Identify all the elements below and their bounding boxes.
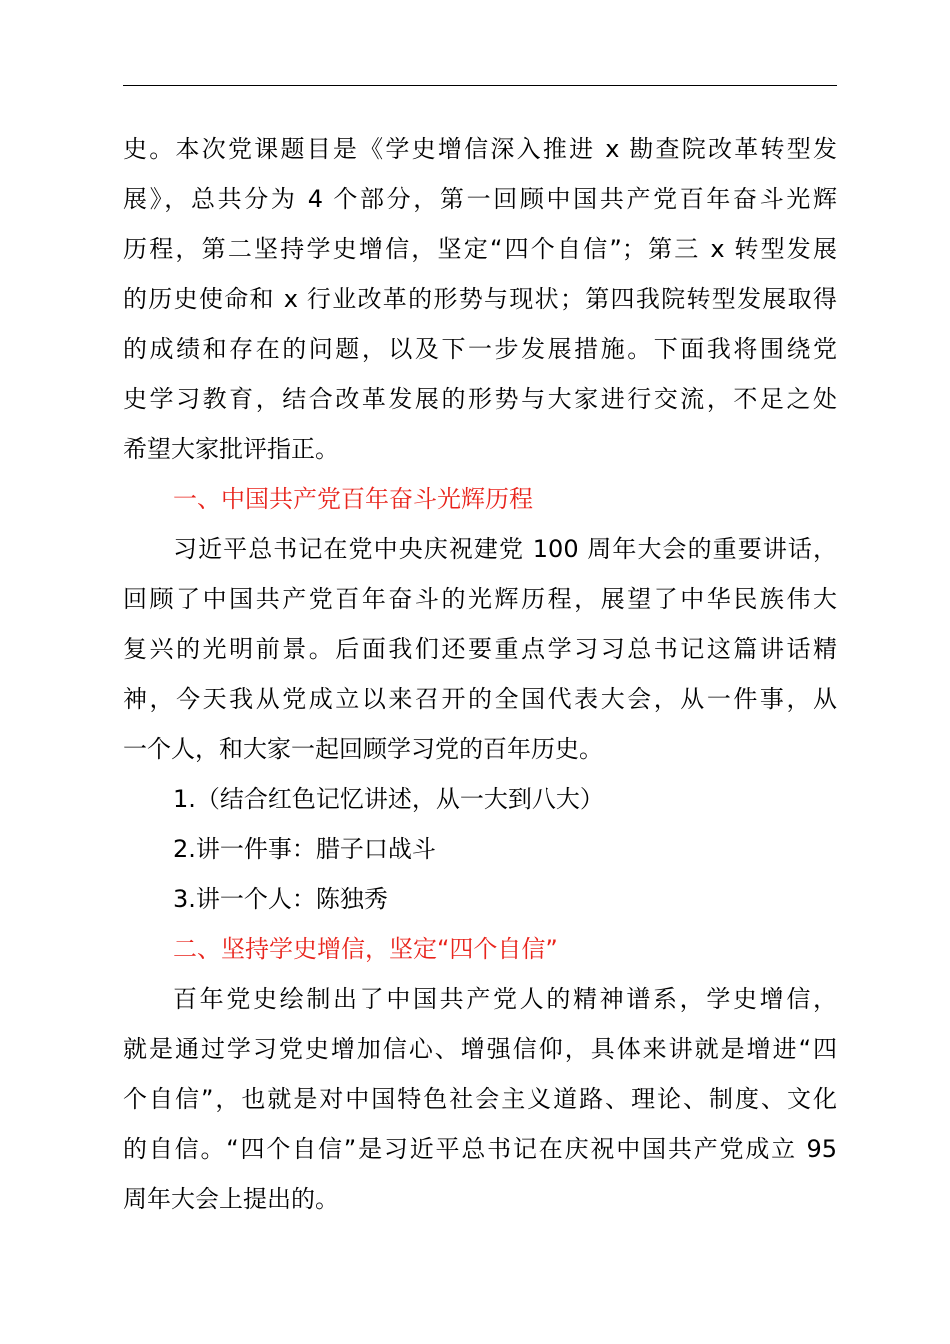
paragraph-line: 个自信”，也就是对中国特色社会主义道路、理论、制度、文化 bbox=[123, 1085, 837, 1113]
header-rule bbox=[123, 85, 837, 86]
paragraph-line: 展》，总共分为 4 个部分，第一回顾中国共产党百年奋斗光辉 bbox=[123, 185, 837, 213]
paragraph-line: 希望大家批评指正。 bbox=[123, 435, 339, 463]
paragraph-line: 百年党史绘制出了中国共产党人的精神谱系，学史增信， bbox=[173, 985, 837, 1013]
paragraph-line: 习近平总书记在党中央庆祝建党 100 周年大会的重要讲话， bbox=[173, 535, 837, 563]
paragraph-line: 复兴的光明前景。后面我们还要重点学习习总书记这篇讲话精 bbox=[123, 635, 837, 663]
paragraph-line: 周年大会上提出的。 bbox=[123, 1185, 339, 1213]
paragraph-line: 就是通过学习党史增加信心、增强信仰，具体来讲就是增进“四 bbox=[123, 1035, 837, 1063]
section-heading: 二、坚持学史增信，坚定“四个自信” bbox=[173, 935, 558, 963]
paragraph-line: 一个人，和大家一起回顾学习党的百年历史。 bbox=[123, 735, 603, 763]
document-body bbox=[123, 124, 837, 1224]
paragraph-line: 史。本次党课题目是《学史增信深入推进 x 勘查院改革转型发 bbox=[123, 135, 837, 163]
paragraph-line: 的自信。“四个自信”是习近平总书记在庆祝中国共产党成立 95 bbox=[123, 1135, 837, 1163]
section-heading: 一、中国共产党百年奋斗光辉历程 bbox=[173, 485, 533, 513]
paragraph-line: 的历史使命和 x 行业改革的形势与现状；第四我院转型发展取得 bbox=[123, 285, 837, 313]
list-item: 1.（结合红色记忆讲述，从一大到八大） bbox=[173, 785, 604, 813]
paragraph-line: 回顾了中国共产党百年奋斗的光辉历程，展望了中华民族伟大 bbox=[123, 585, 837, 613]
paragraph-line: 史学习教育，结合改革发展的形势与大家进行交流，不足之处 bbox=[123, 385, 837, 413]
list-item: 3.讲一个人：陈独秀 bbox=[173, 885, 388, 913]
paragraph-line: 历程，第二坚持学史增信，坚定“四个自信”；第三 x 转型发展 bbox=[123, 235, 837, 263]
paragraph-line: 的成绩和存在的问题，以及下一步发展措施。下面我将围绕党 bbox=[123, 335, 837, 363]
list-item: 2.讲一件事：腊子口战斗 bbox=[173, 835, 436, 863]
paragraph-line: 神，今天我从党成立以来召开的全国代表大会，从一件事，从 bbox=[123, 685, 837, 713]
